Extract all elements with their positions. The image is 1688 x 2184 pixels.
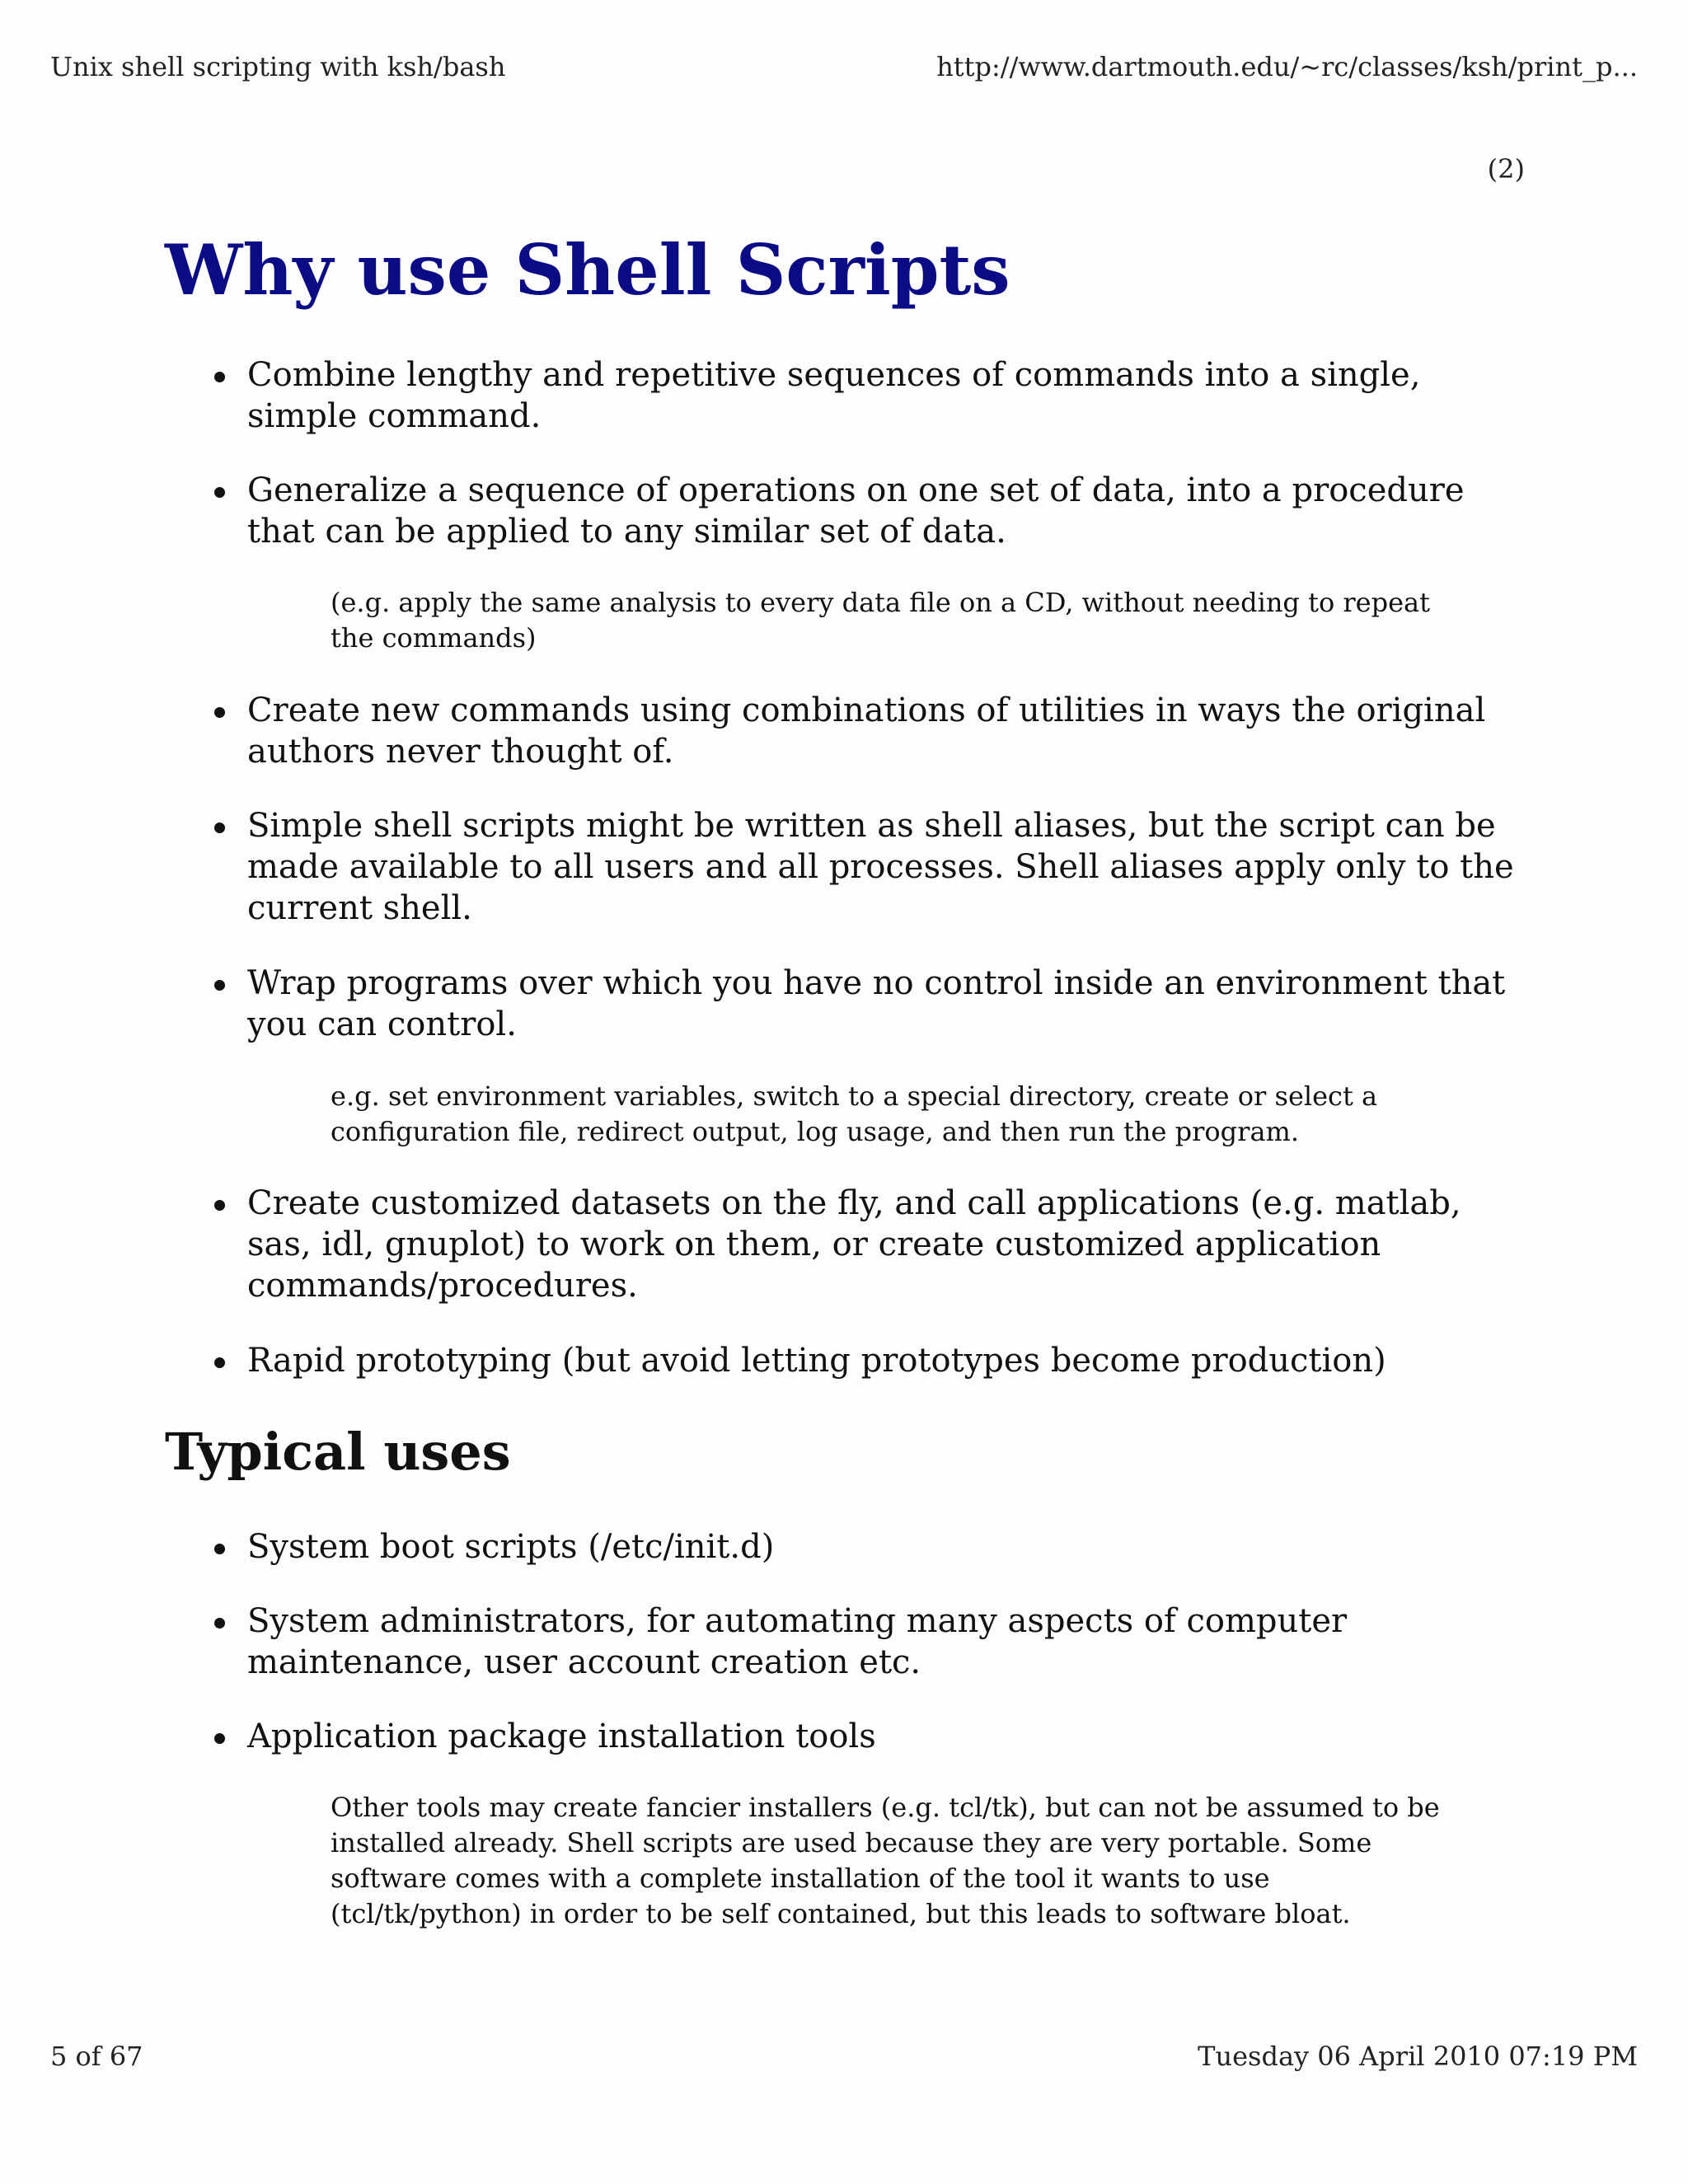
note-generalize: (e.g. apply the same analysis to every data file on a CD, without needing to repeat the commands): [331, 587, 1430, 654]
bullet-icon: [214, 1733, 225, 1744]
page-count: 5 of 67: [50, 2041, 143, 2072]
note-installation: Other tools may create fancier installers (e.g. tcl/tk), but can not be assumed to be installed already. Shell scripts are used because they are very portable. Some software comes with a complete installation of the tool it wants to use (tcl/tk/python) in order to be self contained, but this leads to software bloat.: [331, 1792, 1440, 1929]
print-footer: [50, 2041, 1638, 2077]
list-item: [247, 1716, 1533, 1757]
list-item: [247, 805, 1533, 929]
list-item: [247, 354, 1533, 437]
list-item-text: Create new commands using combinations of utilities in ways the original authors never thought of.: [247, 691, 1486, 771]
list-item-text: Wrap programs over which you have no control inside an environment that you can control.: [247, 964, 1506, 1043]
note-wrap: e.g. set environment variables, switch to a special directory, create or select a configuration file, redirect output, log usage, and then run the program.: [331, 1080, 1378, 1147]
list-item-text: Application package installation tools: [247, 1718, 876, 1755]
list-item-text: System boot scripts (/etc/init.d): [247, 1528, 775, 1566]
bullet-icon: [214, 707, 225, 718]
list-item-text: System administrators, for automating many aspects of computer maintenance, user account creation etc.: [247, 1602, 1348, 1681]
print-header: [50, 51, 1638, 87]
slide-number: (2): [1487, 153, 1525, 185]
bullet-icon: [214, 1357, 225, 1368]
list-item-text: Rapid prototyping (but avoid letting prototypes become production): [247, 1342, 1386, 1380]
bullet-icon: [214, 487, 225, 498]
bullet-icon: [214, 1618, 225, 1629]
list-item-text: Generalize a sequence of operations on one set of data, into a procedure that can be applied to any similar set of data.: [247, 471, 1465, 551]
list-item: [247, 470, 1533, 552]
document-title-header: Unix shell scripting with ksh/bash: [50, 51, 506, 82]
list-item: [247, 1601, 1533, 1683]
bullet-icon: [214, 372, 225, 382]
bullet-icon: [214, 1200, 225, 1211]
list-item: [247, 963, 1533, 1045]
list-item: [247, 1526, 1533, 1568]
document-url-header: http://www.dartmouth.edu/~rc/classes/ksh/print_p...: [936, 51, 1638, 82]
list-item-text: Combine lengthy and repetitive sequences of commands into a single, simple command.: [247, 356, 1421, 435]
bullet-icon: [214, 1544, 225, 1554]
bullet-icon: [214, 823, 225, 833]
list-item: [247, 690, 1533, 772]
page-title: Why use Shell Scripts: [165, 229, 1010, 311]
print-timestamp: Tuesday 06 April 2010 07:19 PM: [1198, 2041, 1638, 2072]
list-item-text: Simple shell scripts might be written as shell aliases, but the script can be made available to all users and all processes. Shell aliases apply only to the current shell.: [247, 807, 1514, 927]
bullet-icon: [214, 980, 225, 991]
list-item: [247, 1183, 1533, 1306]
list-item-text: Create customized datasets on the fly, and call applications (e.g. matlab, sas, idl, gnuplot) to work on them, or create customized application commands/procedures.: [247, 1184, 1461, 1305]
list-item: [247, 1340, 1533, 1381]
section-heading-typical-uses: Typical uses: [165, 1422, 511, 1482]
